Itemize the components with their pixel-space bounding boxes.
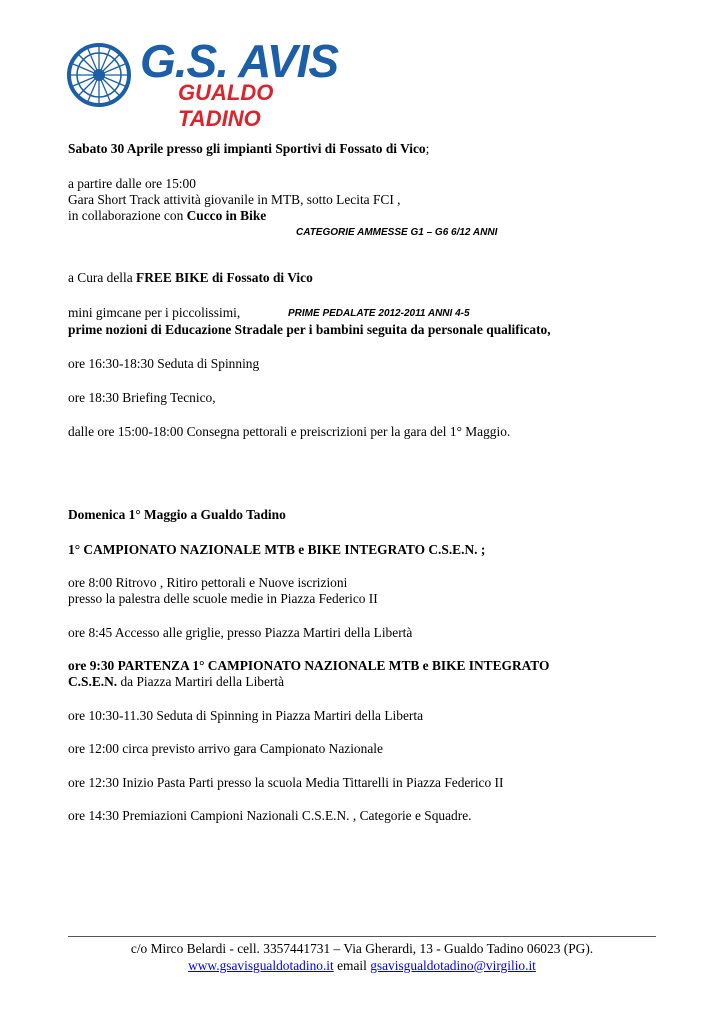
footer-contacts: [0, 958, 724, 974]
footer-divider: [68, 936, 656, 937]
sunday-ritrovo: ore 8:00 Ritrovo , Ritiro pettorali e Nuove iscrizioni: [68, 575, 348, 590]
saturday-briefing: ore 18:30 Briefing Tecnico,: [68, 390, 216, 405]
sunday-spinning: ore 10:30-11.30 Seduta di Spinning in Piazza Martiri della Liberta: [68, 708, 424, 723]
saturday-race: Gara Short Track attività giovanile in MTB, sotto Lecita FCI ,: [68, 192, 401, 207]
saturday-collab: in collaborazione con Cucco in Bike: [68, 208, 267, 223]
sunday-pasta: ore 12:30 Inizio Pasta Parti presso la scuola Media Tittarelli in Piazza Federico II: [68, 775, 504, 790]
saturday-start: a partire dalle ore 15:00: [68, 176, 196, 191]
email-link[interactable]: gsavisgualdotadino@virgilio.it: [370, 958, 536, 973]
logo: [66, 35, 356, 131]
email-label: email: [333, 958, 371, 973]
logo-title: G.S. AVIS: [140, 35, 339, 87]
saturday-heading: Sabato 30 Aprile presso gli impianti Sportivi di Fossato di Vico;: [68, 141, 430, 156]
sunday-heading: Domenica 1° Maggio a Gualdo Tadino: [68, 507, 286, 522]
footer-address: c/o Mirco Belardi - cell. 3357441731 – Via Gherardi, 13 - Gualdo Tadino 06023 (PG).: [130, 941, 594, 956]
saturday-consegna: dalle ore 15:00-18:00 Consegna pettorali e preiscrizioni per la gara del 1° Maggio.: [68, 424, 511, 439]
sunday-palestra: presso la palestra delle scuole medie in Piazza Federico II: [68, 591, 378, 606]
saturday-prime-pedalate: PRIME PEDALATE 2012-2011 ANNI 4-5: [288, 308, 470, 319]
saturday-categories: CATEGORIE AMMESSE G1 – G6 6/12 ANNI: [296, 227, 498, 238]
saturday-prime-nozioni: prime nozioni di Educazione Stradale per i bambini seguita da personale qualificato,: [68, 322, 551, 337]
saturday-spinning: ore 16:30-18:30 Seduta di Spinning: [68, 356, 260, 371]
logo-subtitle: GUALDO TADINO: [178, 80, 274, 131]
sunday-partenza-location: C.S.E.N. da Piazza Martiri della Libertà: [68, 674, 285, 689]
sunday-premiazioni: ore 14:30 Premiazioni Campioni Nazionali C.S.E.N. , Categorie e Squadre.: [68, 808, 472, 823]
sunday-arrivo: ore 12:00 circa previsto arrivo gara Campionato Nazionale: [68, 741, 383, 756]
saturday-cura: a Cura della FREE BIKE di Fossato di Vico: [68, 270, 313, 285]
sunday-partenza: ore 9:30 PARTENZA 1° CAMPIONATO NAZIONALE MTB e BIKE INTEGRATO: [68, 658, 550, 673]
website-link[interactable]: www.gsavisgualdotadino.it: [188, 958, 334, 973]
sunday-campionato: 1° CAMPIONATO NAZIONALE MTB e BIKE INTEGRATO C.S.E.N. ;: [68, 542, 486, 557]
saturday-mini: mini gimcane per i piccolissimi,: [68, 305, 241, 320]
bicycle-wheel-icon: [66, 42, 132, 108]
sunday-accesso: ore 8:45 Accesso alle griglie, presso Piazza Martiri della Libertà: [68, 625, 413, 640]
